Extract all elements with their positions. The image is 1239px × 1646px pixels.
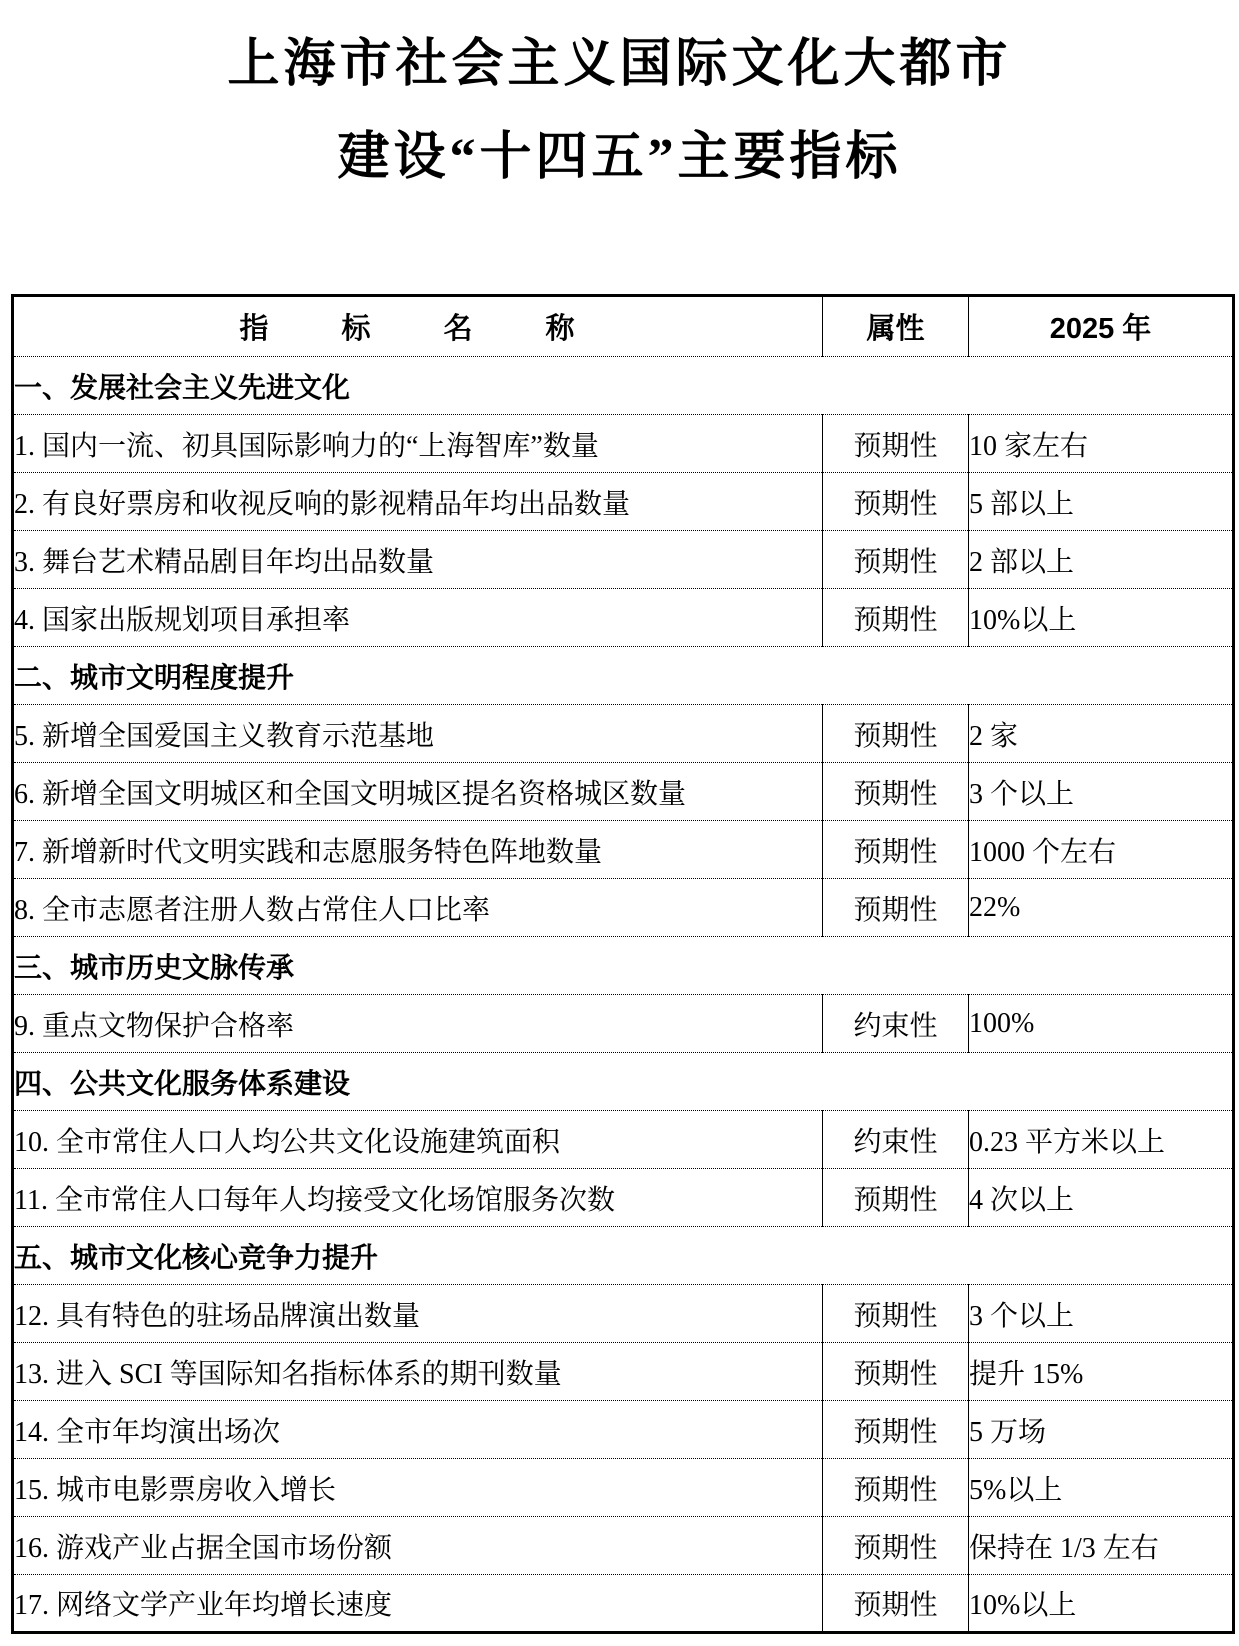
section-row xyxy=(13,1227,1234,1285)
target-value: 10 家左右 xyxy=(969,415,1234,473)
target-value: 5%以上 xyxy=(969,1459,1234,1517)
document-title xyxy=(0,18,1239,204)
section-title-1: 一、发展社会主义先进文化 xyxy=(13,357,1234,415)
attribute-value: 预期性 xyxy=(823,1169,969,1227)
table-row xyxy=(13,415,1234,473)
indicator-name: 13. 进入 SCI 等国际知名指标体系的期刊数量 xyxy=(13,1343,823,1401)
table-row xyxy=(13,879,1234,937)
table-row xyxy=(13,531,1234,589)
target-value: 5 部以上 xyxy=(969,473,1234,531)
table-row xyxy=(13,1285,1234,1343)
indicator-name: 7. 新增新时代文明实践和志愿服务特色阵地数量 xyxy=(13,821,823,879)
header-year-2025: 2025 年 xyxy=(1049,313,1152,345)
target-value: 提升 15% xyxy=(969,1343,1234,1401)
attribute-value: 预期性 xyxy=(823,1401,969,1459)
attribute-value: 预期性 xyxy=(823,763,969,821)
table-row xyxy=(13,1343,1234,1401)
attribute-value: 预期性 xyxy=(823,879,969,937)
attribute-value: 预期性 xyxy=(823,531,969,589)
header-indicator-name: 指 标 名 称 xyxy=(239,313,597,345)
indicator-name: 6. 新增全国文明城区和全国文明城区提名资格城区数量 xyxy=(13,763,823,821)
target-value: 3 个以上 xyxy=(969,1285,1234,1343)
attribute-value: 预期性 xyxy=(823,589,969,647)
target-value: 10%以上 xyxy=(969,1575,1234,1633)
indicator-name: 2. 有良好票房和收视反响的影视精品年均出品数量 xyxy=(13,473,823,531)
table-row xyxy=(13,1517,1234,1575)
indicator-name: 15. 城市电影票房收入增长 xyxy=(13,1459,823,1517)
target-value: 4 次以上 xyxy=(969,1169,1234,1227)
target-value: 0.23 平方米以上 xyxy=(969,1111,1234,1169)
target-value: 5 万场 xyxy=(969,1401,1234,1459)
indicators-table xyxy=(11,294,1235,1634)
indicator-name: 12. 具有特色的驻场品牌演出数量 xyxy=(13,1285,823,1343)
section-title-2: 二、城市文明程度提升 xyxy=(13,647,1234,705)
indicator-name: 16. 游戏产业占据全国市场份额 xyxy=(13,1517,823,1575)
attribute-value: 预期性 xyxy=(823,1517,969,1575)
table-header-row xyxy=(13,296,1234,357)
target-value: 2 部以上 xyxy=(969,531,1234,589)
indicator-name: 17. 网络文学产业年均增长速度 xyxy=(13,1575,823,1633)
table-row xyxy=(13,1401,1234,1459)
target-value: 3 个以上 xyxy=(969,763,1234,821)
target-value: 10%以上 xyxy=(969,589,1234,647)
indicator-name: 4. 国家出版规划项目承担率 xyxy=(13,589,823,647)
indicator-name: 10. 全市常住人口人均公共文化设施建筑面积 xyxy=(13,1111,823,1169)
attribute-value: 约束性 xyxy=(823,995,969,1053)
target-value: 2 家 xyxy=(969,705,1234,763)
table-row xyxy=(13,1459,1234,1517)
attribute-value: 约束性 xyxy=(823,1111,969,1169)
table-row xyxy=(13,1575,1234,1633)
attribute-value: 预期性 xyxy=(823,1575,969,1633)
indicator-name: 1. 国内一流、初具国际影响力的“上海智库”数量 xyxy=(13,415,823,473)
table-row xyxy=(13,705,1234,763)
attribute-value: 预期性 xyxy=(823,1285,969,1343)
attribute-value: 预期性 xyxy=(823,415,969,473)
table-row xyxy=(13,1111,1234,1169)
indicator-name: 3. 舞台艺术精品剧目年均出品数量 xyxy=(13,531,823,589)
indicator-name: 5. 新增全国爱国主义教育示范基地 xyxy=(13,705,823,763)
table-row xyxy=(13,995,1234,1053)
section-title-4: 四、公共文化服务体系建设 xyxy=(13,1053,1234,1111)
attribute-value: 预期性 xyxy=(823,1459,969,1517)
target-value: 100% xyxy=(969,995,1234,1053)
table-row xyxy=(13,821,1234,879)
title-line-1: 上海市社会主义国际文化大都市 xyxy=(227,36,1012,93)
table-row xyxy=(13,589,1234,647)
table-row xyxy=(13,763,1234,821)
table-row xyxy=(13,473,1234,531)
section-row xyxy=(13,357,1234,415)
attribute-value: 预期性 xyxy=(823,1343,969,1401)
indicator-name: 9. 重点文物保护合格率 xyxy=(13,995,823,1053)
target-value: 1000 个左右 xyxy=(969,821,1234,879)
section-title-3: 三、城市历史文脉传承 xyxy=(13,937,1234,995)
indicator-name: 14. 全市年均演出场次 xyxy=(13,1401,823,1459)
attribute-value: 预期性 xyxy=(823,821,969,879)
section-row xyxy=(13,1053,1234,1111)
attribute-value: 预期性 xyxy=(823,705,969,763)
section-row xyxy=(13,647,1234,705)
table-row xyxy=(13,1169,1234,1227)
target-value: 保持在 1/3 左右 xyxy=(969,1517,1234,1575)
target-value: 22% xyxy=(969,879,1234,937)
header-attribute: 属性 xyxy=(823,296,969,357)
section-title-5: 五、城市文化核心竞争力提升 xyxy=(13,1227,1234,1285)
indicator-name: 11. 全市常住人口每年人均接受文化场馆服务次数 xyxy=(13,1169,823,1227)
indicator-name: 8. 全市志愿者注册人数占常住人口比率 xyxy=(13,879,823,937)
section-row xyxy=(13,937,1234,995)
attribute-value: 预期性 xyxy=(823,473,969,531)
title-line-2: 建设“十四五”主要指标 xyxy=(337,129,902,186)
